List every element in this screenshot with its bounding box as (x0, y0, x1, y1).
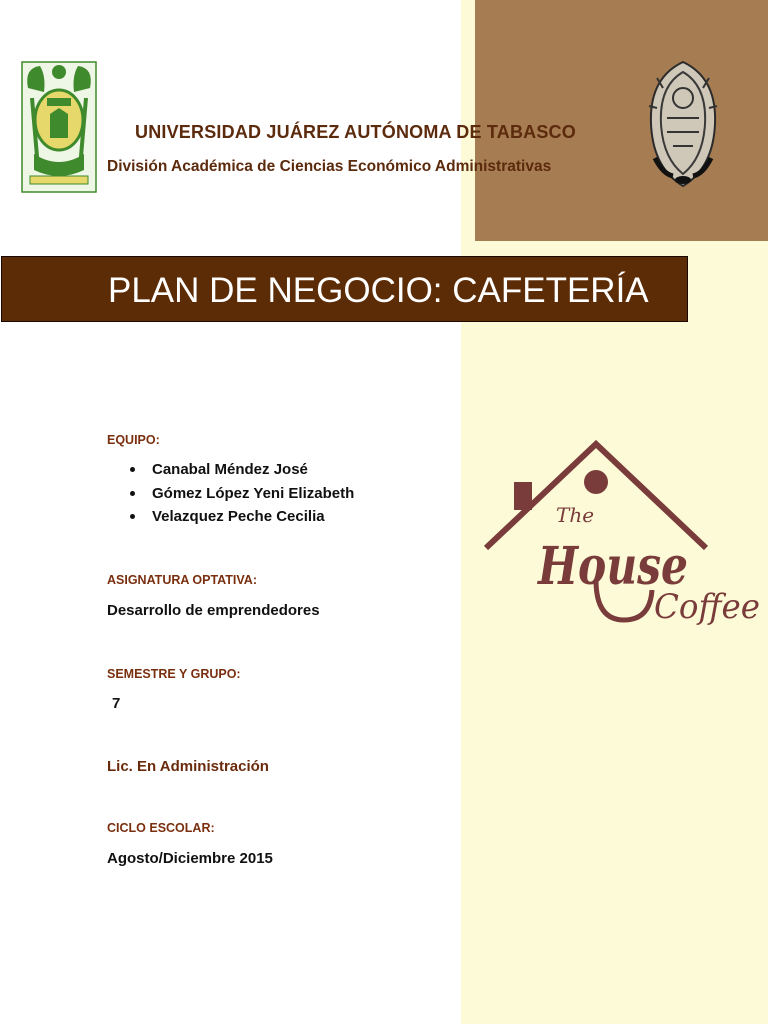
team-list (128, 461, 354, 532)
division-name: División Académica de Ciencias Económico Administrativas (107, 158, 552, 175)
window-icon (584, 470, 608, 494)
house-coffee-logo (484, 438, 764, 628)
chimney-icon (514, 482, 532, 510)
subject-value: Desarrollo de emprendedores (107, 602, 320, 619)
bullet-icon (130, 491, 135, 496)
university-crest-icon (20, 58, 98, 196)
cycle-label: CICLO ESCOLAR: (107, 821, 215, 835)
semester-label: SEMESTRE Y GRUPO: (107, 667, 241, 681)
bullet-icon (130, 514, 135, 519)
team-member: Canabal Méndez José (152, 461, 308, 478)
division-seal-icon (643, 58, 723, 190)
title-banner (1, 256, 688, 322)
list-item (128, 485, 354, 509)
team-member: Velazquez Peche Cecilia (152, 508, 325, 525)
cycle-value: Agosto/Diciembre 2015 (107, 850, 273, 867)
degree-name: Lic. En Administración (107, 758, 269, 775)
team-label: EQUIPO: (107, 433, 160, 447)
logo-the: The (556, 503, 595, 527)
list-item (128, 508, 354, 532)
university-name: UNIVERSIDAD JUÁREZ AUTÓNOMA DE TABASCO (135, 122, 576, 142)
document-title: PLAN DE NEGOCIO: CAFETERÍA (108, 271, 649, 310)
brown-header-block (475, 0, 768, 241)
semester-value: 7 (112, 695, 121, 712)
bullet-icon (130, 467, 135, 472)
subject-label: ASIGNATURA OPTATIVA: (107, 573, 257, 587)
logo-coffee: Coffee (654, 587, 760, 627)
logo-house: House (536, 536, 688, 597)
team-member: Gómez López Yeni Elizabeth (152, 484, 355, 502)
list-item (128, 461, 354, 485)
